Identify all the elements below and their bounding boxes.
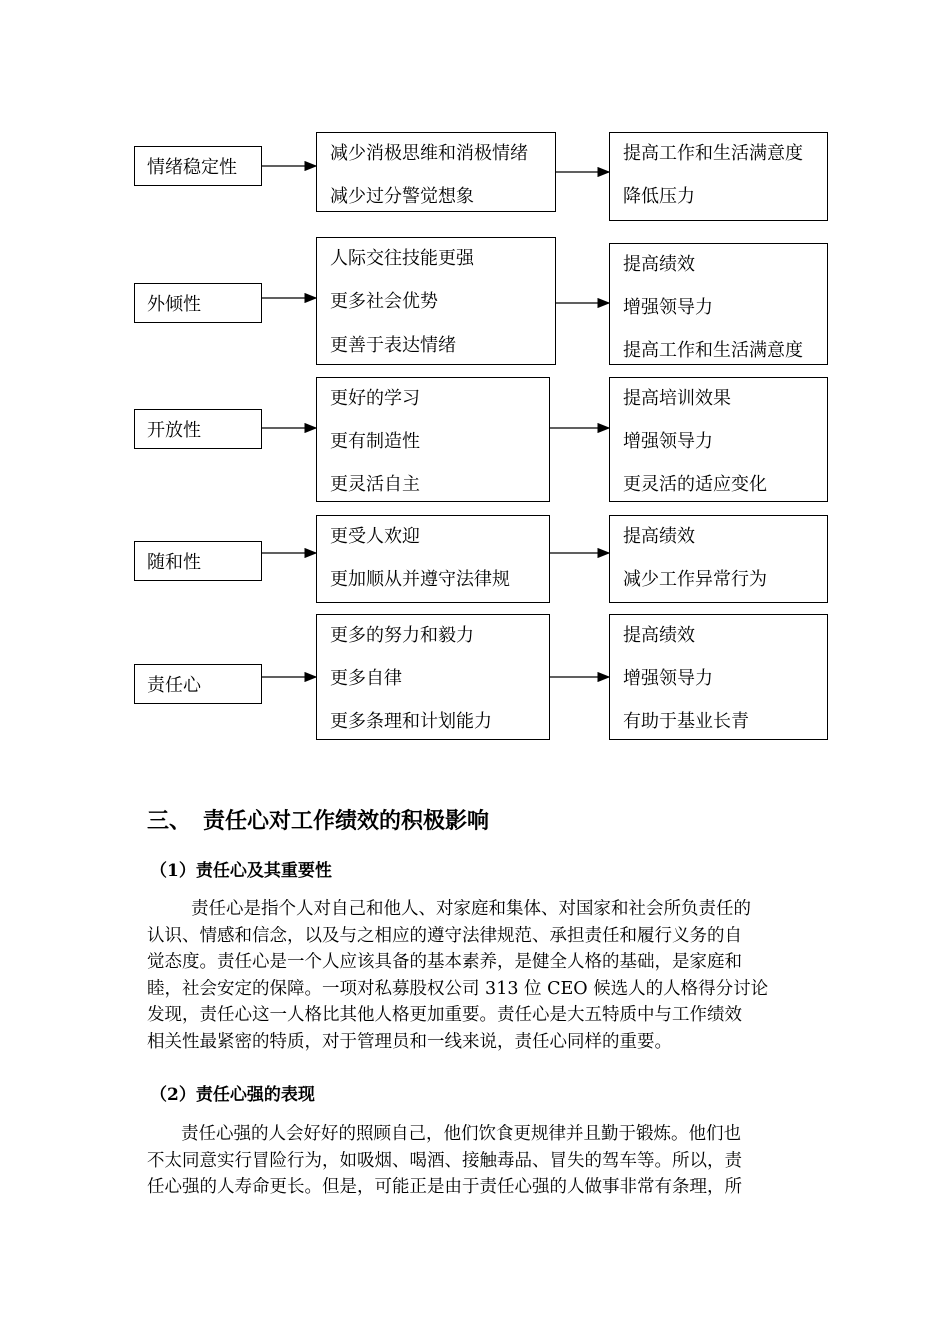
- effect-item: 更多自律: [330, 668, 402, 689]
- outcomes-box: [609, 515, 828, 603]
- outcome-item: 提高绩效: [623, 254, 695, 275]
- paragraph-line: 发现，责任心这一人格比其他人格更加重要。责任心是大五特质中与工作绩效: [147, 1005, 742, 1025]
- effects-box: [316, 132, 556, 212]
- effect-item: 更加顺从并遵守法律规: [330, 569, 510, 590]
- outcome-item: 增强领导力: [623, 668, 713, 689]
- effect-item: 减少消极思维和消极情绪: [330, 143, 528, 164]
- effect-item: 更有制造性: [330, 431, 420, 452]
- paragraph-line: 相关性最紧密的特质，对于管理员和一线来说，责任心同样的重要。: [147, 1031, 672, 1052]
- trait-box-agreeableness: [134, 541, 262, 581]
- outcome-item: 增强领导力: [623, 297, 713, 318]
- outcome-item: 更灵活的适应变化: [623, 474, 767, 495]
- paragraph-line: 睦，社会安定的保障。一项对私募股权公司 313 位 CEO 候选人的人格得分讨论: [147, 978, 769, 999]
- trait-label: 责任心: [147, 675, 201, 696]
- outcome-item: 有助于基业长青: [623, 711, 749, 732]
- effect-item: 更多条理和计划能力: [330, 711, 492, 732]
- paragraph-manifestation: [147, 1121, 817, 1201]
- section-title: 责任心对工作绩效的积极影响: [203, 808, 490, 834]
- paragraph-line: 认识、情感和信念，以及与之相应的遵守法律规范、承担责任和履行义务的自: [147, 925, 742, 946]
- effects-box: [316, 237, 556, 365]
- trait-label: 随和性: [147, 552, 201, 573]
- effect-item: 更善于表达情绪: [330, 335, 456, 356]
- trait-box-emotional-stability: [134, 146, 262, 186]
- outcome-item: 提高绩效: [623, 625, 695, 646]
- outcomes-box: [609, 377, 828, 502]
- effect-item: 减少过分警觉想象: [330, 186, 474, 207]
- section-heading: [147, 804, 489, 835]
- trait-label: 外倾性: [147, 294, 201, 315]
- paragraph-line: 责任心强的人会好好的照顾自己，他们饮食更规律并且勤于锻炼。他们也: [181, 1124, 741, 1144]
- paragraph-line: 责任心是指个人对自己和他人、对家庭和集体、对国家和社会所负责任的: [191, 899, 751, 919]
- effect-item: 更受人欢迎: [330, 526, 420, 547]
- outcome-item: 提高培训效果: [623, 388, 731, 409]
- outcomes-box: [609, 614, 828, 740]
- outcomes-box: [609, 132, 828, 221]
- outcome-item: 增强领导力: [623, 431, 713, 452]
- outcome-item: 提高工作和生活满意度: [623, 340, 803, 361]
- effects-box: [316, 614, 550, 740]
- outcome-item: 降低压力: [623, 186, 695, 207]
- effects-box: [316, 515, 550, 603]
- paragraph-line: 任心强的人寿命更长。但是，可能正是由于责任心强的人做事非常有条理，所: [147, 1177, 742, 1197]
- outcome-item: 减少工作异常行为: [623, 569, 767, 590]
- subheading-importance: （1）责任心及其重要性: [150, 861, 332, 881]
- paragraph-line: 不太同意实行冒险行为，如吸烟、喝酒、接触毒品、冒失的驾车等。所以，责: [147, 1150, 742, 1171]
- outcome-item: 提高绩效: [623, 526, 695, 547]
- effect-item: 更灵活自主: [330, 474, 420, 495]
- trait-box-openness: [134, 409, 262, 449]
- effect-item: 更多社会优势: [330, 291, 438, 312]
- outcome-item: 提高工作和生活满意度: [623, 143, 803, 164]
- paragraph-line: 觉态度。责任心是一个人应该具备的基本素养，是健全人格的基础，是家庭和: [147, 952, 742, 972]
- trait-box-extraversion: [134, 283, 262, 323]
- trait-box-conscientiousness: [134, 664, 262, 704]
- section-number: 三、: [147, 808, 192, 834]
- subheading-manifestation: （2）责任心强的表现: [150, 1085, 315, 1105]
- effect-item: 更多的努力和毅力: [330, 625, 474, 646]
- trait-label: 情绪稳定性: [147, 157, 237, 178]
- effect-item: 更好的学习: [330, 388, 420, 409]
- effects-box: [316, 377, 550, 502]
- trait-label: 开放性: [147, 420, 201, 441]
- outcomes-box: [609, 243, 828, 365]
- paragraph-importance: [147, 896, 817, 1055]
- effect-item: 人际交往技能更强: [330, 248, 474, 269]
